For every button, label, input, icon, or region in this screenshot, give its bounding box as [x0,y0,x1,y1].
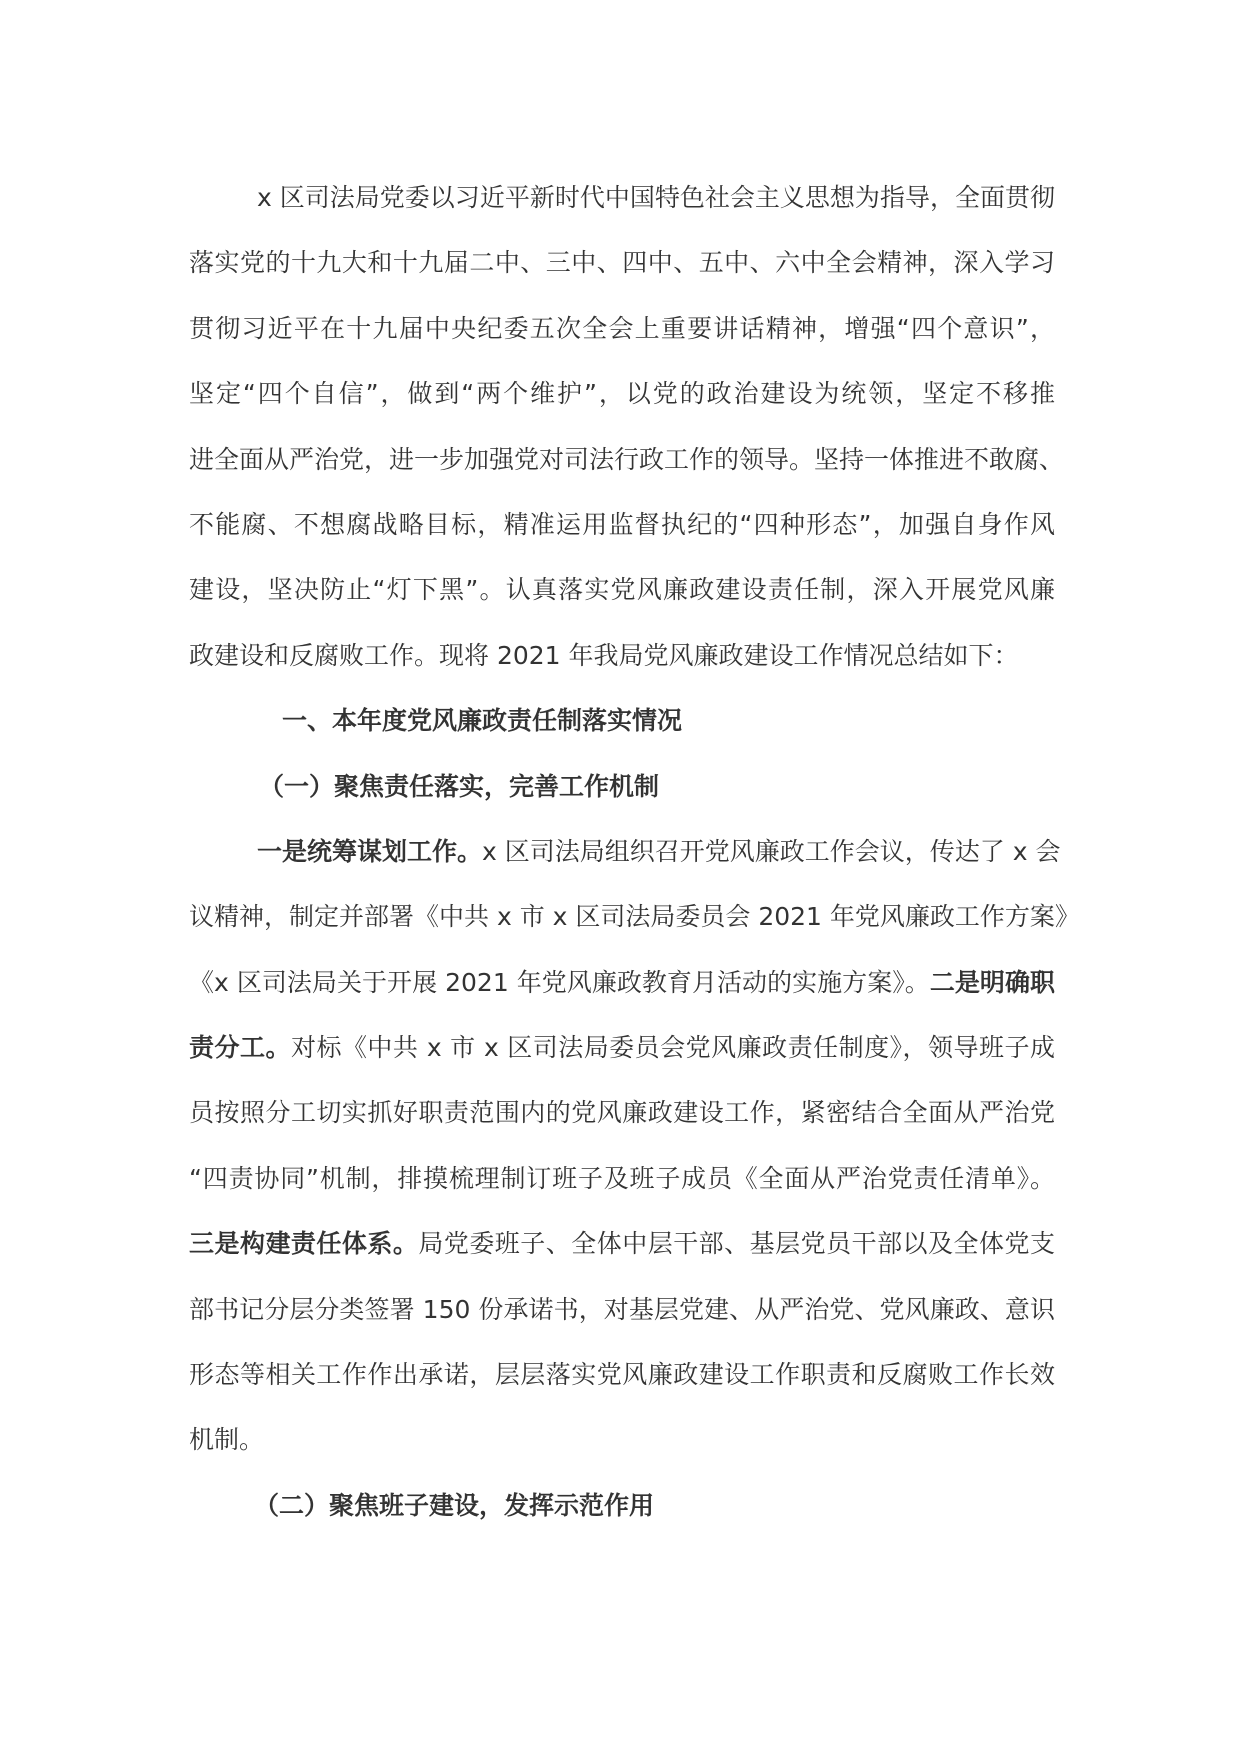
paragraph-line [189,361,1055,426]
bold-lead-phrase: 责分工。 [189,1033,291,1063]
paragraph-line [189,884,1080,949]
bold-lead-phrase: 三是构建责任体系。 [189,1229,419,1259]
paragraph-line [189,557,1055,622]
text-segment: 建设，坚决防止“灯下黑”。认真落实党风廉政建设责任制，深入开展党风廉 [189,575,1055,605]
bold-lead-phrase: 二是明确职 [929,967,1055,997]
paragraph-line [189,623,1055,688]
text-segment: 进全面从严治党，进一步加强党对司法行政工作的领导。坚持一体推进不敢腐、 [189,444,1065,474]
text-segment: 坚定“四个自信”，做到“两个维护”，以党的政治建设为统领，坚定不移推 [189,379,1055,409]
paragraph-line [189,1080,1055,1145]
text-segment: 政建设和反腐败工作。现将 2021 年我局党风廉政建设工作情况总结如下： [189,640,1019,670]
paragraph-line [189,296,1055,361]
text-segment: 落实党的十九大和十九届二中、三中、四中、五中、六中全会精神，深入学习 [189,248,1055,278]
paragraph-line [189,1342,1055,1407]
text-segment: 部书记分层分类签署 150 份承诺书，对基层党建、从严治党、党风廉政、意识 [189,1294,1055,1324]
section-heading: 一、本年度党风廉政责任制落实情况 [282,706,683,736]
paragraph-line [189,230,1055,295]
text-segment: 不能腐、不想腐战略目标，精准运用监督执纪的“四种形态”，加强自身作风 [189,509,1055,539]
text-segment: 员按照分工切实抓好职责范围内的党风廉政建设工作，紧密结合全面从严治党 [189,1098,1055,1128]
text-segment: “四责协同”机制，排摸梳理制订班子及班子成员《全面从严治党责任清单》。 [189,1163,1055,1193]
subsection-heading: （二）聚焦班子建设，发挥示范作用 [254,1490,655,1520]
paragraph-line [189,950,1055,1015]
text-segment: x 区司法局党委以习近平新时代中国特色社会主义思想为指导，全面贯彻 [257,183,1055,212]
text-segment: 机制。 [189,1425,265,1455]
paragraph-line [189,819,1061,884]
subsection-heading: （一）聚焦责任落实，完善工作机制 [259,771,660,801]
paragraph-line [189,492,1055,557]
paragraph-line [189,1277,1055,1342]
text-segment: x 区司法局组织召开党风廉政工作会议，传达了 x 会 [482,836,1061,866]
paragraph-line [189,165,1055,230]
document-body [189,165,1080,1538]
text-segment: 议精神，制定并部署《中共 x 市 x 区司法局委员会 2021 年党风廉政工作方案》 [189,902,1080,932]
paragraph-line [189,1407,1055,1472]
text-segment: 对标《中共 x 市 x 区司法局委员会党风廉政责任制度》，领导班子成 [290,1033,1055,1063]
text-segment: 贯彻习近平在十九届中央纪委五次全会上重要讲话精神，增强“四个意识”， [189,313,1055,343]
text-segment: 形态等相关工作作出承诺，层层落实党风廉政建设工作职责和反腐败工作长效 [189,1360,1055,1390]
text-segment: 《x 区司法局关于开展 2021 年党风廉政教育月活动的实施方案》。 [189,967,930,997]
text-segment: 局党委班子、全体中层干部、基层党员干部以及全体党支 [418,1229,1055,1259]
paragraph-line [189,1211,1055,1276]
paragraph-line [189,427,1065,492]
bold-lead-phrase: 一是统筹谋划工作。 [257,836,483,866]
paragraph-line [189,1015,1055,1080]
paragraph-line [189,1146,1055,1211]
